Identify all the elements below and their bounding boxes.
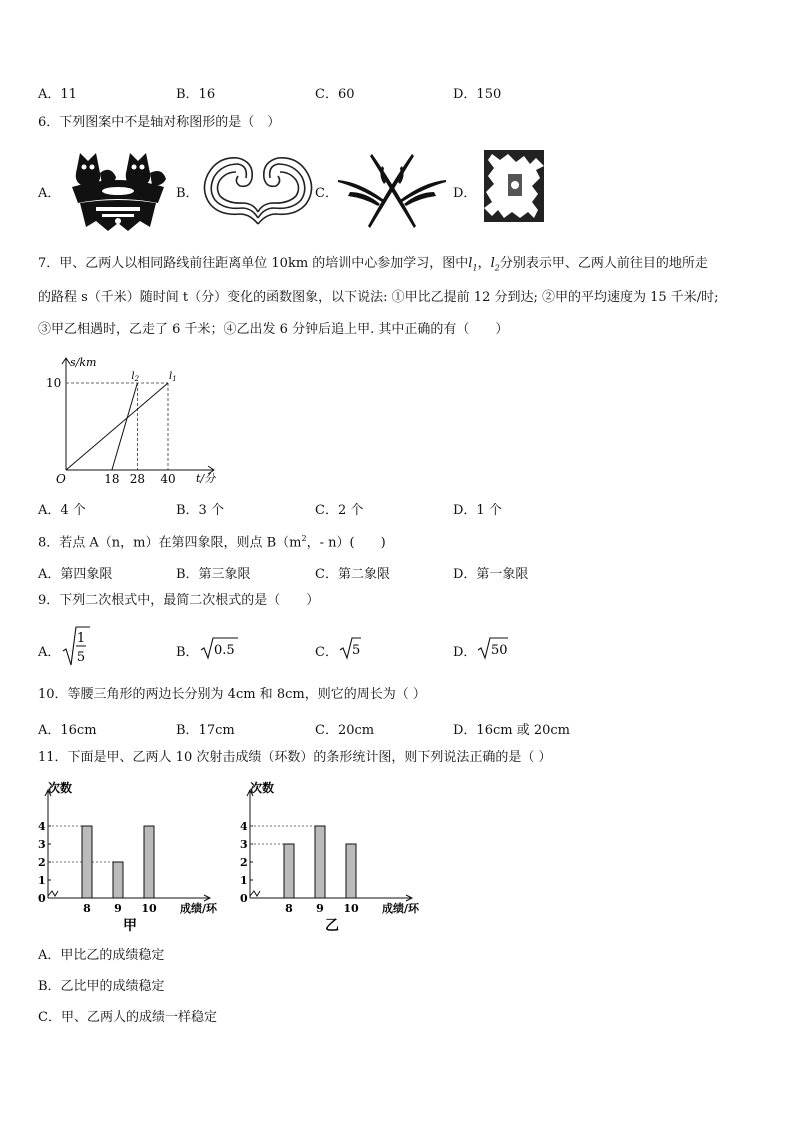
series-line-l2 [112,383,137,470]
q9-stem: 9．下列二次根式中，最简二次根式的是（ ） [38,593,320,608]
crossing-feathers-image [336,152,448,232]
q5-option-d: D．150 [453,87,502,102]
q8-option-c: C．第二象限 [315,567,390,582]
q10-option-c: C．20cm [315,723,375,738]
q8-option-b: B．第三象限 [176,567,251,582]
x-axis-label: t/分 [196,472,216,485]
q7-option-a: A．4 个 [38,503,86,518]
q10-option-b: B．17cm [176,723,235,738]
bar-9 [113,862,123,898]
q7-line-chart [38,352,218,490]
y-axis-label: 次数 [250,781,275,795]
origin-label: O [56,472,66,486]
q8-option-a: A．第四象限 [38,567,113,582]
sqrt-5 [339,636,363,660]
paper-cut-tiger-image [66,143,170,235]
y-axis-label: 次数 [48,781,73,795]
fraction-numerator: 1 [76,631,86,646]
q7-line3: ③甲乙相遇时，乙走了 6 千米；④乙出发 6 分钟后追上甲. 其中正确的有（ ） [38,322,509,337]
bar-8 [284,844,294,898]
bar-8 [82,826,92,898]
series-label-l2: $l_2$ [131,371,140,383]
q10-option-d: D．16cm 或 20cm [453,723,570,738]
sqrt-50 [477,636,509,660]
q6-label-b: B． [176,186,199,201]
q5-option-c: C．60 [315,87,355,102]
x-axis-label: 成绩/环 [382,902,420,915]
q10-option-a: A．16cm [38,723,97,738]
q6-label-d: D． [453,186,477,201]
q11-option-a: A．甲比乙的成绩稳定 [38,948,165,963]
x-tick-label: 28 [129,472,146,486]
bar-9 [315,826,325,898]
q9-label-b: B． [176,645,199,660]
y-tick-label: 4 [38,820,46,833]
axis-break-mark [250,891,260,896]
sqrt-one-fifth [62,625,92,669]
q6-stem: 6．下列图案中不是轴对称图形的是（ ） [38,115,281,130]
radicand: 5 [352,643,361,658]
fraction-denominator: 5 [76,650,86,665]
x-tick-label: 9 [114,902,122,915]
q5-option-a: A．11 [38,87,77,102]
q10-stem: 10．等腰三角形的两边长分别为 4cm 和 8cm，则它的周长为（ ） [38,687,426,702]
y-tick-label: 1 [240,874,248,887]
series-line-l1 [66,383,168,470]
y-tick-label: 1 [38,874,46,887]
q8-stem: 8．若点 A（n，m）在第四象限，则点 $B(m^2$，- n）( ) [38,534,386,551]
radicand: 0.5 [214,643,235,658]
series-label-l1: $l_1$ [169,371,177,383]
q9-label-d: D． [453,645,477,660]
q7-option-b: B．3 个 [176,503,224,518]
l1-label: $l_1$ [468,256,478,273]
q8-option-d: D．第一象限 [453,567,529,582]
y-tick-label: 2 [240,856,248,869]
q7-option-d: D．1 个 [453,503,502,518]
bar-10 [144,826,154,898]
x-tick-label: 9 [316,902,324,915]
x-axis-label: 成绩/环 [180,902,218,915]
q6-label-c: C． [315,186,338,201]
axis-break-mark [48,891,58,896]
l2-label: $l_2$ [490,256,500,273]
chart-title: 甲 [123,918,137,934]
x-tick-label: 8 [285,902,293,915]
x-tick-label: 8 [83,902,91,915]
chart-title: 乙 [325,918,339,934]
q11-stem: 11．下面是甲、乙两人 10 次射击成绩（环数）的条形统计图，则下列说法正确的是（ ） [38,750,552,765]
x-tick-label: 10 [343,902,359,915]
q11-option-b: B．乙比甲的成绩稳定 [38,979,165,994]
q9-label-c: C． [315,645,338,660]
y-axis-label: s/km [70,356,97,369]
q11-option-c: C．甲、乙两人的成绩一样稳定 [38,1010,217,1025]
corner-ornament-image [480,146,548,226]
y-tick-label: 2 [38,856,46,869]
y-tick-label: 4 [240,820,248,833]
q9-label-a: A． [38,645,61,660]
radicand: 50 [491,643,508,658]
q7-line1: 7．甲、乙两人以相同路线前往距离单位 10km 的培训中心参加学习，图中$l_1$，$l_2$分别表示甲、乙两人前往目的地所走 [38,256,708,273]
bar-10 [346,844,356,898]
y-tick-label: 0 [240,892,248,905]
y-tick-label: 3 [240,838,248,851]
sqrt-0-5 [200,636,240,660]
q5-option-b: B．16 [176,87,216,102]
jia-bar-chart [34,776,234,936]
x-tick-label: 40 [160,472,176,486]
y-tick-label: 10 [46,376,62,390]
x-tick-label: 10 [141,902,157,915]
q6-label-a: A． [38,186,61,201]
q7-option-c: C．2 个 [315,503,364,518]
cloud-scroll-pattern-image [200,150,316,228]
x-tick-label: 18 [104,472,120,486]
y-tick-label: 3 [38,838,46,851]
yi-bar-chart [236,776,436,936]
y-tick-label: 0 [38,892,46,905]
q7-line2: 的路程 s（千米）随时间 t（分）变化的函数图象，以下说法: ①甲比乙提前 12 分到达; ②甲的平均速度为 15 千米/时; [38,290,719,305]
